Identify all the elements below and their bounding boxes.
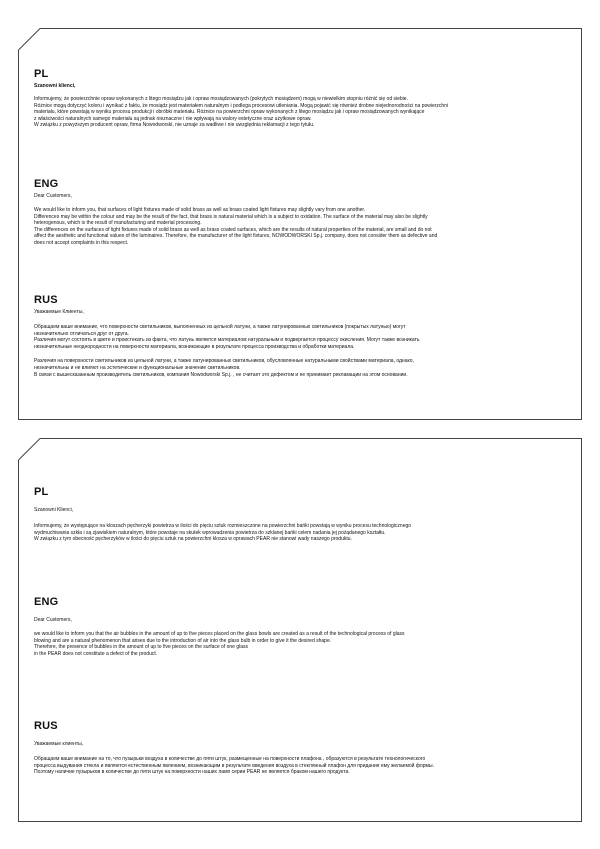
para-line: незначительны и не влияют на эстетические и функциональные значение светильников. [34,364,241,371]
para-line: blowing and are a natural phenomenon that arises due to the introduction of air into the glass bulb in order to give it the desired shape. [34,637,332,644]
para-line: Обращаем ваше внимание на то, что пузырьки воздуха в количестве до пяти штук, размещенные на поверхности плафона , образуются в результате технологического [34,756,426,762]
para-line: We would like to inform you, that surfaces of light fixtures made of solid brass as well as brass coated light fixtures may slightly vary from one another. [34,207,366,213]
notice-card-glass [18,438,582,822]
para-line: Informujemy, że powierzchnie opraw wykonanych z litego mosiądzu jak i opraw mosiądzowanych (pokrytych mosiądzem) mogą w niewielkim stopniu różnić się od siebie. [34,96,408,102]
para-line: The differences on the surfaces of light fixtures made of solid brass as well as brass coated surfaces, which are the results of natural properties of the material, are small and do not [34,226,432,233]
para-line: wydmuchiwania szkła i są zjawiskiem naturalnym, które powstaje na skutek wprowadzenia powietrza do szklanej bańki celem nadania jej pożądanego kształtu. [34,529,386,536]
para-line: Informujemy, że występujące na kloszach pęcherzyki powietrza w ilości do pięciu sztuk rozmieszczone na powierzchni bańki powstają w wyniku procesu technologicznego [34,523,412,529]
section-eng [34,178,564,247]
para-line: В связи с вышесказанным производитель светильников, компания Nowodworski Sp.j. , не считает это дефектом и не принимает рекламации на этом основании. [34,371,408,378]
para-line: does not accept complaints in this respect. [34,239,129,246]
para-line: Обращаем ваше внимание, что поверхности светильников, выполненных из цельной латуни, а также латунированных светильников (покрытых латунью) могут [34,324,406,330]
lang-heading-eng: ENG [34,596,59,608]
para-line: W związku z tym obecność pęcherzyków w ilości do pięciu sztuk na powierzchni klosza w oprawach PEAR nie stanowi wady naszego produktu. [34,536,352,543]
para-line: in the PEAR does not constitute a defect of the product. [34,650,158,657]
para-line: процесса выдувания стекла и являются естественным явлением, возникающим в результате введения воздуха в стеклянный плафон для придания ему желаемой формы. [34,762,434,769]
greeting-pl: Szanowni klienci, [34,83,76,89]
para-line: materiału, które powstają w wyniku procesu produkcji i obróbki materiału. Różnice na powierzchni opraw wykonanych z litego mosiądzu jak i opraw mosiądzowanych wynikające [34,109,425,116]
greeting-rus: Уважаемые Клиенты, [34,309,84,315]
para-line: незначительно отличаться друг от друга. [34,330,129,337]
para-line: W związku z powyższym producent opraw, firma Nowodworski, nie uznaje za wadliwe i nie uwzględnia reklamacji z tego tytułu. [34,122,315,129]
para-line: heterogenous, which is the result of manufacturing and material processing. [34,220,202,227]
lang-heading-pl: PL [34,486,49,498]
lang-heading-rus: RUS [34,720,58,732]
para-line: we would like to inform you that the air bubbles in the amount of up to five pieces placed on the glass bowls are created as a result of the technological process of glass [34,631,405,637]
section-eng [34,596,564,657]
para-line: Therefore, the presence of bubbles in the amount of up to five pieces on the surface of one glass [34,644,249,651]
para-line: Różnice mogą dotyczyć koloru i wynikać z faktu, że mosiądz jest materiałem naturalnym i podlega procesowi utleniania. Mogą pojawić się również drobne niejednorodności na powierzchni [34,102,449,109]
greeting-pl: Szanowni Klienci, [34,507,74,513]
para-line: affect the aesthetic and functional values of the luminaires. Therefore, the manufacturer of the light fixtures, NOWODWORSKI Sp.j. company, does not consider them as defective and [34,233,438,240]
section-rus [34,720,564,776]
section-rus [34,294,564,378]
para-line: Поэтому наличие пузырьков в количестве до пяти штук на поверхности наших ламп серии PEAR не является браком нашего продукта. [34,769,350,776]
notice-card-brass [18,28,582,420]
para-line: z właściwości naturalnych samego materiału są jednak nieznaczne i nie wpływają na walory estetyczne oraz użytkowe opraw. [34,115,312,122]
greeting-eng: Dear Customers, [34,193,72,199]
para-line: Differences may be within the colour and may be the result of the fact, that brass is natural material which is a subject to oxidation. The surface of the material may also be slightly [34,213,428,220]
para-line: Различия на поверхности светильников из цельной латуни, а также латунированных светильников, обусловленные натуральными свойствами материала, однако, [34,358,414,365]
section-pl [34,486,564,543]
section-pl [34,68,564,129]
lang-heading-rus: RUS [34,294,58,306]
para-line: Различия могут состоять в цвете и проистекать из факта, что латунь является материалом натуральным и подвергается процессу окисления. Могут также возникать [34,337,420,344]
lang-heading-eng: ENG [34,178,59,190]
greeting-eng: Dear Customers, [34,617,72,623]
para-line: незначительные неоднородности на поверхности материала, возникающие в результате процесса производства и обработки материала. [34,343,355,350]
lang-heading-pl: PL [34,68,49,80]
greeting-rus: Уважаемые клиенты, [34,741,84,747]
